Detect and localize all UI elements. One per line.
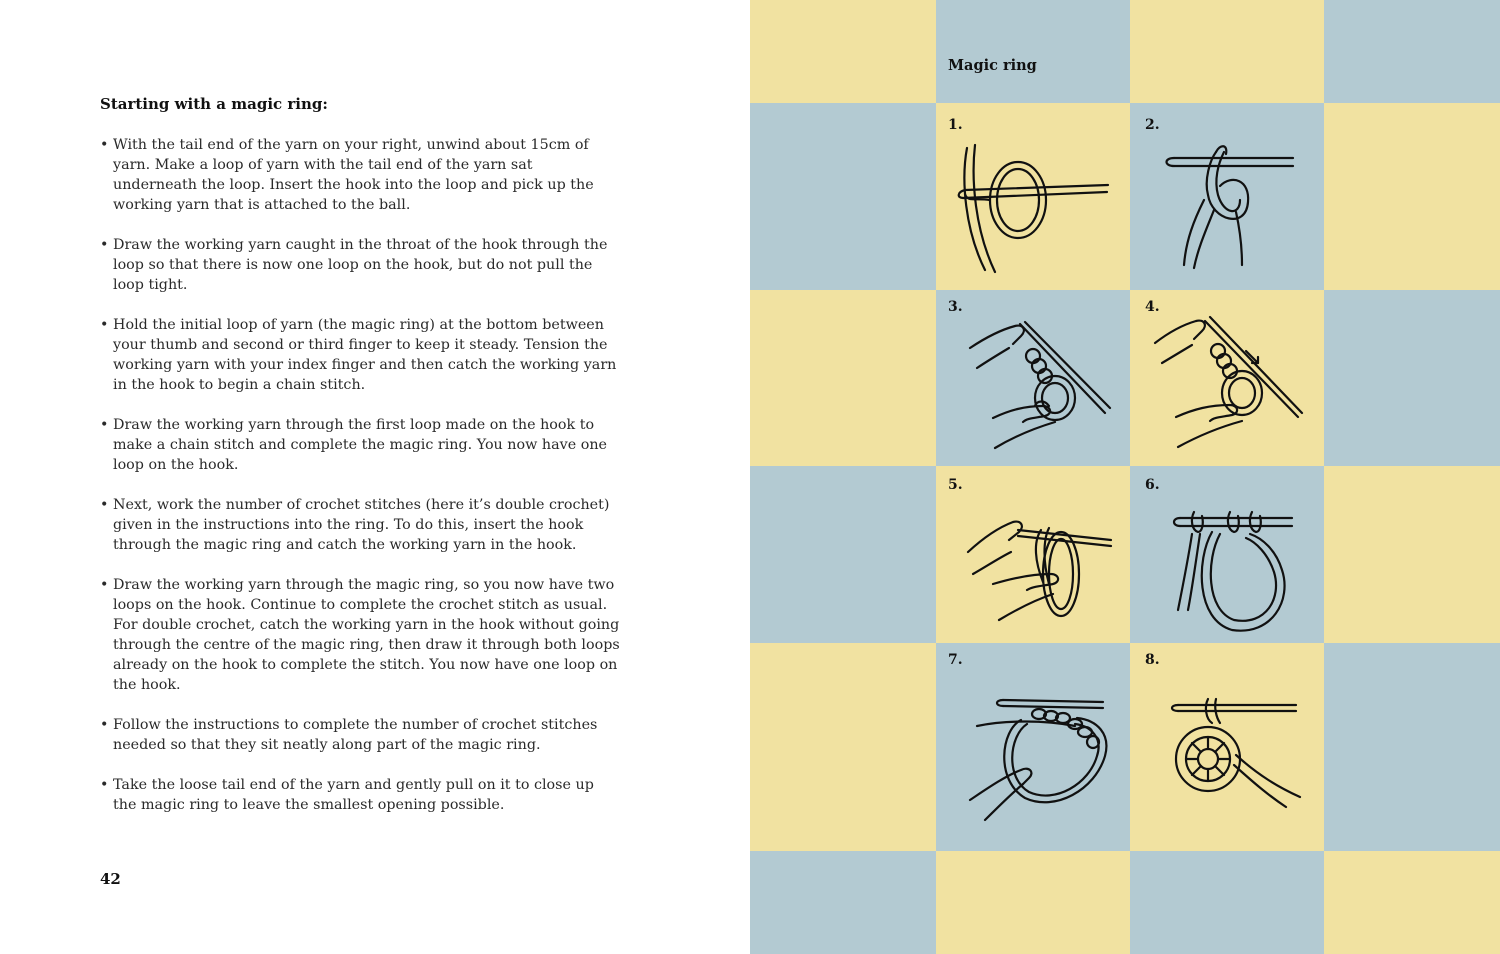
chain-stitch-icon: [1150, 315, 1305, 455]
hand-holding-ring-icon: [965, 318, 1115, 458]
grid-cell: [936, 851, 1130, 954]
loop-on-hook-icon: [1158, 140, 1298, 270]
instruction-step: • Take the loose tail end of the yarn and gently pull on it to close up the magic ring to leave the smallest opening possible.: [100, 775, 620, 815]
diagram-title: Magic ring: [948, 57, 1037, 74]
grid-cell: [1324, 466, 1500, 643]
instruction-step: • Next, work the number of crochet stitches (here it’s double crochet) given in the instructions into the ring. To do this, insert the hook through the magic ring and catch the working yarn in the hook.: [100, 495, 620, 555]
grid-cell: [750, 0, 936, 103]
grid-cell: [1130, 0, 1324, 103]
page-number: 42: [100, 870, 121, 888]
grid-cell: [1324, 290, 1500, 466]
grid-cell: [1324, 851, 1500, 954]
grid-cell: [1324, 643, 1500, 851]
grid-cell: [750, 643, 936, 851]
grid-cell: [1324, 0, 1500, 103]
grid-cell: [750, 103, 936, 290]
section-heading: Starting with a magic ring:: [100, 95, 328, 113]
step-number-6: 6.: [1145, 477, 1160, 493]
instruction-step: • Follow the instructions to complete the number of crochet stitches needed so that they sit neatly along part of the magic ring.: [100, 715, 620, 755]
step-number-8: 8.: [1145, 652, 1160, 668]
closed-magic-ring-icon: [1168, 695, 1303, 810]
instruction-step: • Draw the working yarn through the first loop made on the hook to make a chain stitch and complete the magic ring. You now have one loop on the hook.: [100, 415, 620, 475]
hook-through-loop-icon: [955, 140, 1115, 280]
instruction-step: • Hold the initial loop of yarn (the magic ring) at the bottom between your thumb and second or third finger to keep it steady. Tension the working yarn with your index finger and then catch the working yarn in the hook to begin a chain stitch.: [100, 315, 620, 395]
step-number-2: 2.: [1145, 117, 1160, 133]
step-number-3: 3.: [948, 299, 963, 315]
step-number-7: 7.: [948, 652, 963, 668]
grid-cell: [1324, 103, 1500, 290]
instruction-step: • Draw the working yarn through the magic ring, so you now have two loops on the hook. Continue to complete the crochet stitch as usual. For double crochet, catch the working yarn in the hook without going through the centre of the magic ring, then draw it through both loops already on the hook to complete the stitch. You now have one loop on the hook.: [100, 575, 620, 695]
step-number-4: 4.: [1145, 299, 1160, 315]
hook-into-ring-icon: [963, 512, 1118, 632]
step-number-1: 1.: [948, 117, 963, 133]
step-number-5: 5.: [948, 477, 963, 493]
two-loops-on-hook-icon: [1172, 510, 1297, 640]
grid-cell: [750, 466, 936, 643]
grid-cell: [750, 290, 936, 466]
grid-cell: [936, 0, 1130, 103]
instruction-step: • With the tail end of the yarn on your right, unwind about 15cm of yarn. Make a loop of yarn with the tail end of the yarn sat underneath the loop. Insert the hook into the loop and pick up the working yarn that is attached to the ball.: [100, 135, 620, 215]
instruction-list: [100, 135, 620, 835]
stitches-along-ring-icon: [965, 690, 1125, 830]
grid-cell: [750, 851, 936, 954]
grid-cell: [1130, 851, 1324, 954]
instruction-step: • Draw the working yarn caught in the throat of the hook through the loop so that there is now one loop on the hook, but do not pull the loop tight.: [100, 235, 620, 295]
